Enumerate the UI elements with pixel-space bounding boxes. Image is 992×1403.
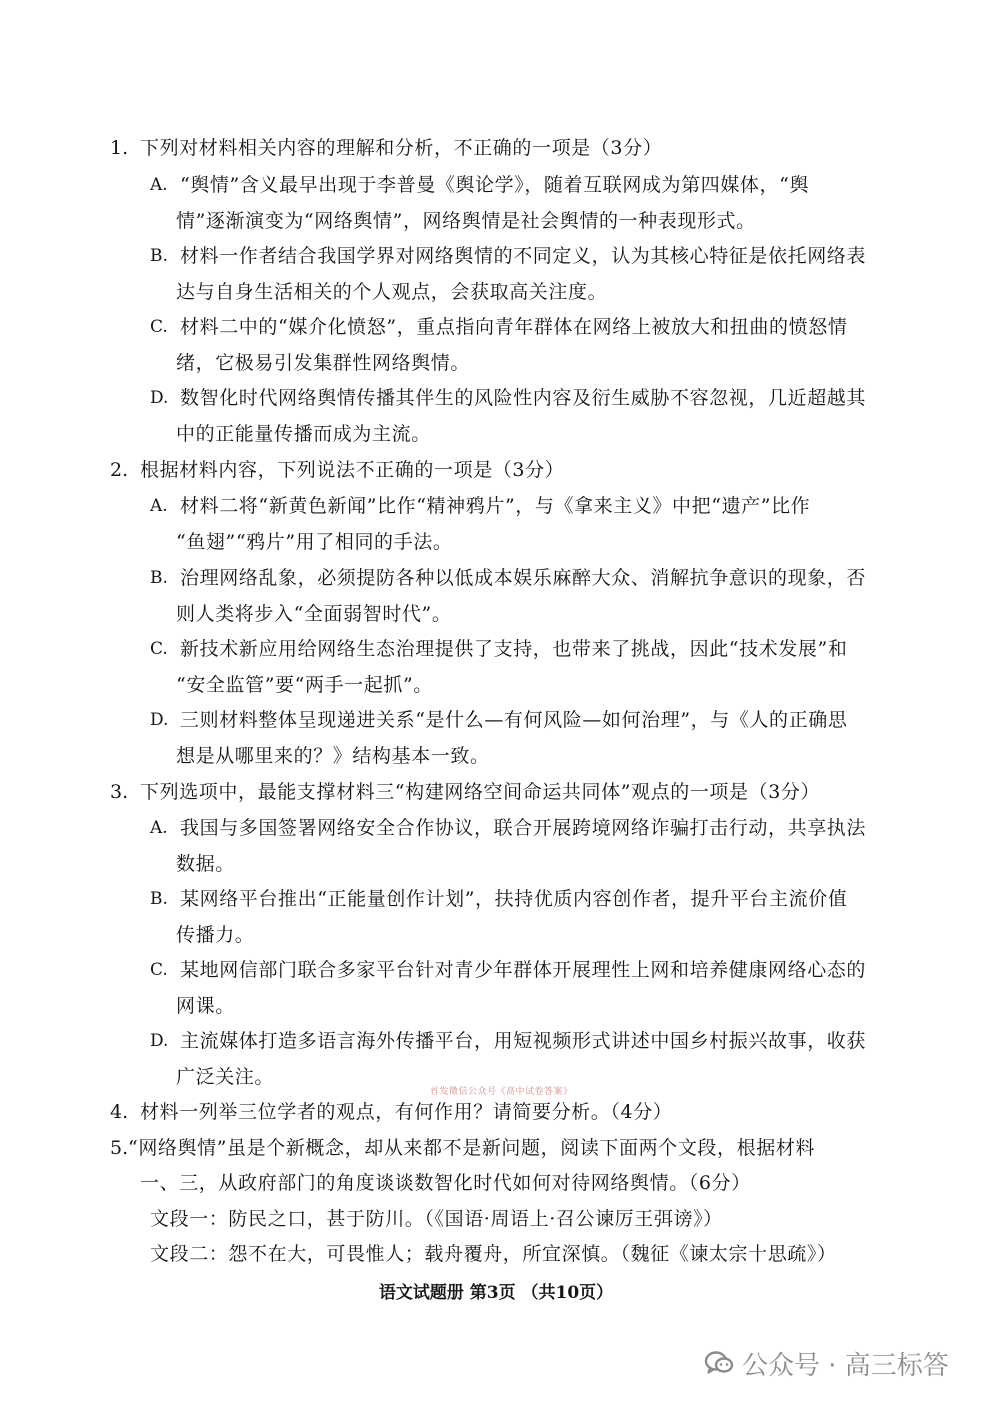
option-letter: C. (150, 639, 168, 659)
option-text: 主流媒体打造多语言海外传播平台，用短视频形式讲述中国乡村振兴故事，收获 (180, 1030, 867, 1052)
page-footer: 语文试题册 第3页 （共10页） (378, 1283, 614, 1303)
question-stem: 下列选项中，最能支撑材料三“构建网络空间命运共同体”观点的一项是（3分） (140, 781, 821, 803)
question-number: 1. (110, 137, 129, 159)
option-letter: A. (150, 496, 168, 516)
question-stem: 一、三，从政府部门的角度谈谈数智化时代如何对待网络舆情。（6分） (140, 1172, 751, 1194)
option-text: 我国与多国签署网络安全合作协议，联合开展跨境网络诈骗打击行动，共享执法 (180, 817, 867, 839)
option-text: 治理网络乱象，必须提防各种以低成本娱乐麻醉大众、消解抗争意识的现象，否 (180, 567, 867, 589)
option-letter: A. (150, 818, 168, 838)
option-text: 材料二将“新黄色新闻”比作“精神鸦片”，与《拿来主义》中把“遗产”比作 (180, 495, 811, 517)
option-letter: C. (150, 960, 168, 980)
option-letter: D. (150, 710, 169, 730)
wechat-icon (704, 1350, 734, 1376)
option-letter: C. (150, 317, 168, 337)
option-text: 达与自身生活相关的个人观点，会获取高关注度。 (176, 281, 608, 303)
option-text: 中的正能量传播而成为主流。 (176, 423, 431, 445)
passage-two: 文段二：怨不在大，可畏惟人；载舟覆舟，所宜深慎。（魏征《谏太宗十思疏》） (150, 1243, 837, 1265)
question-stem: 根据材料内容，下列说法不正确的一项是（3分） (140, 459, 565, 481)
option-letter: A. (150, 175, 168, 195)
option-text: 数据。 (176, 853, 235, 875)
option-text: 三则材料整体呈现递进关系“是什么—有何风险—如何治理”，与《人的正确思 (180, 709, 848, 731)
option-text: “安全监管”要“两手一起抓”。 (176, 674, 433, 696)
question-stem: “网络舆情”虽是个新概念，却从来都不是新问题，阅读下面两个文段，根据材料 (128, 1137, 816, 1159)
option-text: 网课。 (176, 995, 235, 1017)
watermark-text: 首发微信公众号《高中试卷答案》 (430, 1087, 573, 1097)
option-text: 某地网信部门联合多家平台针对青少年群体开展理性上网和培养健康网络心态的 (180, 959, 867, 981)
option-text: 材料二中的“媒介化愤怒”，重点指向青年群体在网络上被放大和扭曲的愤怒情 (180, 316, 848, 338)
passage-one: 文段一：防民之口，甚于防川。（《国语·周语上·召公谏厉王弭谤》） (150, 1208, 723, 1230)
option-text: “舆情”含义最早出现于李普曼《舆论学》，随着互联网成为第四媒体，“舆 (180, 174, 810, 196)
wechat-brand (704, 1346, 949, 1380)
option-text: 情”逐渐演变为“网络舆情”，网络舆情是社会舆情的一种表现形式。 (176, 210, 756, 232)
question-number: 4. (110, 1101, 129, 1123)
question-number: 3. (110, 781, 129, 803)
question-stem: 材料一列举三位学者的观点，有何作用？请简要分析。（4分） (140, 1101, 673, 1123)
option-letter: B. (150, 889, 168, 909)
option-letter: D. (150, 388, 169, 408)
option-text: 新技术新应用给网络生态治理提供了支持，也带来了挑战，因此“技术发展”和 (180, 638, 848, 660)
question-number: 2. (110, 459, 129, 481)
option-text: 数智化时代网络舆情传播其伴生的风险性内容及衍生威胁不容忽视，几近超越其 (180, 387, 867, 409)
brand-label: 公众号 · 高三标答 (742, 1350, 949, 1381)
option-letter: D. (150, 1031, 169, 1051)
option-text: 则人类将步入“全面弱智时代”。 (176, 603, 452, 625)
option-text: 绪，它极易引发集群性网络舆情。 (176, 352, 471, 374)
question-number: 5. (110, 1137, 129, 1159)
option-text: 广泛关注。 (176, 1066, 275, 1088)
option-letter: B. (150, 568, 168, 588)
question-stem: 下列对材料相关内容的理解和分析，不正确的一项是（3分） (140, 137, 663, 159)
option-text: “鱼翅”“鸦片”用了相同的手法。 (176, 531, 453, 553)
option-letter: B. (150, 246, 168, 266)
option-text: 传播力。 (176, 924, 255, 946)
option-text: 某网络平台推出“正能量创作计划”，扶持优质内容创作者，提升平台主流价值 (180, 888, 848, 910)
option-text: 想是从哪里来的？》结构基本一致。 (176, 745, 490, 767)
option-text: 材料一作者结合我国学界对网络舆情的不同定义，认为其核心特征是依托网络表 (180, 245, 867, 267)
